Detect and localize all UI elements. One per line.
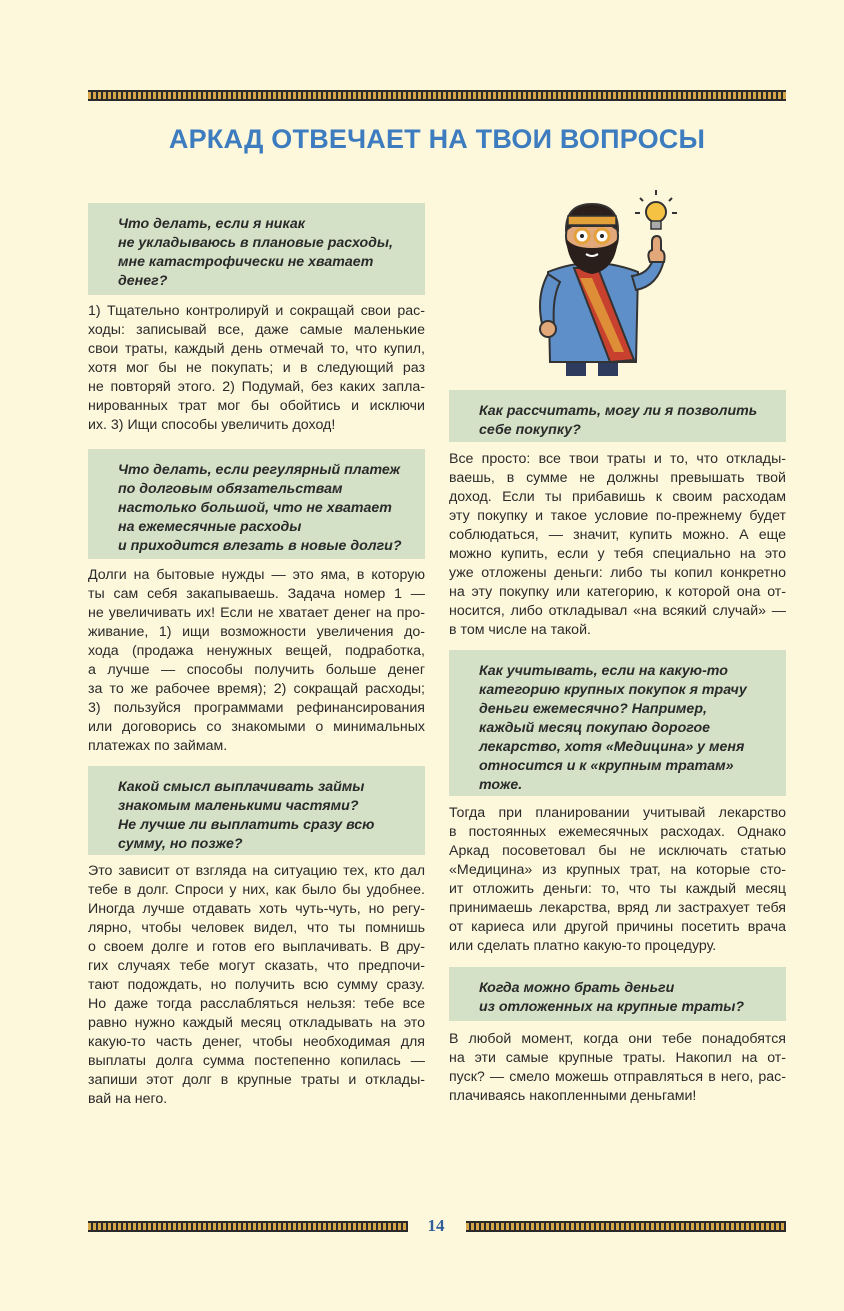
answer-line: хотя мог бы не покупать; и в следующий раз — [88, 360, 425, 376]
question-line: категорию крупных покупок я трачу — [479, 682, 747, 698]
question-box-4 — [449, 390, 786, 442]
question-line: Какой смысл выплачивать займы — [118, 779, 365, 795]
question-line: деньги ежемесячно? Например, — [479, 701, 707, 717]
answer-line: принимаешь лекарства, вряд ли застрахует тебя — [449, 900, 786, 916]
answer-line: В любой момент, когда они тебе понадобятся — [449, 1031, 786, 1047]
page-number: 14 — [427, 1216, 445, 1235]
answer-line: гих случаях тебе могут сказать, что предпочи- — [88, 958, 425, 974]
question-box-2 — [88, 449, 425, 559]
answer-paragraph-6 — [449, 1030, 786, 1106]
answer-line: за то же рабочее время); 2) сокращай расходы; — [88, 681, 425, 697]
question-line: относится и к «крупным тратам» — [479, 758, 734, 774]
answer-line: уже отложены деньги: либо ты копил конкретно — [449, 565, 786, 581]
question-box-3 — [88, 766, 425, 855]
answer-line: Это зависит от взгляда на ситуацию тех, кто дал — [88, 863, 425, 879]
answer-line: «Медицина» из крупных трат, на которые сто- — [449, 862, 786, 878]
footer-rule-right — [466, 1221, 786, 1232]
answer-line: Долги на бытовые нужды — это яма, в которую — [88, 567, 425, 583]
answer-line: Но даже тогда расслабляться нельзя: тебе все — [88, 996, 425, 1012]
answer-line: вай на него. — [88, 1091, 168, 1107]
question-line: денег? — [118, 273, 168, 289]
question-line: на ежемесячные расходы — [118, 519, 302, 535]
question-line: Не лучше ли выплатить сразу всю — [118, 817, 375, 833]
page-title: АРКАД ОТВЕЧАЕТ НА ТВОИ ВОПРОСЫ — [168, 124, 706, 154]
question-line: себе покупку? — [479, 422, 581, 438]
answer-line: в постоянных ежемесячных расходах. Однако — [449, 824, 786, 840]
question-line: Когда можно брать деньги — [479, 980, 675, 996]
answer-line: 1) Тщательно контролируй и сокращай свои рас- — [88, 303, 425, 319]
arkad-character-illustration — [536, 186, 682, 380]
question-line: Что делать, если регулярный платеж — [118, 462, 401, 478]
answer-line: лярно, чтобы человек видел, что ты помнишь — [88, 920, 425, 936]
answer-line: нированных трат мог бы обойтись и исключи — [88, 398, 425, 414]
answer-line: на эту покупку или категорию, к которой она от- — [449, 584, 786, 600]
answer-line: эту покупку и такое условие по-прежнему будет — [449, 508, 786, 524]
answer-line: плачиваясь накопленными деньгами! — [449, 1088, 697, 1104]
answer-line: ит отложить деньги: то, что ты каждый месяц — [449, 881, 786, 897]
question-line: лекарство, хотя «Медицина» у меня — [479, 739, 745, 755]
answer-line: их. 3) Ищи способы увеличить доход! — [88, 417, 336, 433]
answer-line: соблюдаться, — значит, купить можно. А еще — [449, 527, 786, 543]
footer-rule-left — [88, 1221, 408, 1232]
answer-line: тают подождать, но получить всю сумму сразу. — [88, 977, 425, 993]
answer-line: на эти самые крупные траты. Накопил на от- — [449, 1050, 786, 1066]
top-decorative-rule — [88, 90, 786, 101]
answer-line: хода (продажа ненужных вещей, подработка, — [88, 643, 425, 659]
answer-paragraph-2 — [88, 566, 425, 756]
answer-paragraph-3 — [88, 862, 425, 1109]
question-line: Как учитывать, если на какую-то — [479, 663, 728, 679]
question-line: знакомым маленькими частями? — [118, 798, 359, 814]
question-line: сумму, но позже? — [118, 836, 243, 852]
answer-line: Тогда при планировании учитывай лекарство — [449, 805, 786, 821]
answer-line: можно купить, если у тебя специально на это — [449, 546, 786, 562]
answer-line: доход. Если ты прибавишь к своим расходам — [449, 489, 786, 505]
answer-line: от кариеса или другой причины посетить врача — [449, 919, 786, 935]
question-line: из отложенных на крупные траты? — [479, 999, 745, 1015]
answer-line: Иногда лучше отдавать хоть чуть-чуть, но регу- — [88, 901, 425, 917]
question-box-5 — [449, 650, 786, 796]
answer-line: Все просто: все твои траты и то, что отклады- — [449, 451, 786, 467]
question-line: Что делать, если я никак — [118, 216, 305, 232]
question-line: и приходится влезать в новые долги? — [118, 538, 402, 554]
question-line: по долговым обязательствам — [118, 481, 343, 497]
answer-line: пуск? — смело можешь отправляться в него, рас- — [449, 1069, 786, 1085]
question-line: каждый месяц покупаю дорогое — [479, 720, 711, 736]
answer-line: тебе в долг. Спроси у них, как было бы удобнее. — [88, 882, 425, 898]
answer-line: или договорись со знакомыми о минимальных — [88, 719, 425, 735]
answer-line: живание, 1) ищи возможности увеличения до- — [88, 624, 425, 640]
answer-line: ходы: записывай все, даже самые маленькие — [88, 322, 425, 338]
question-line: мне катастрофически не хватает — [118, 254, 374, 270]
answer-line: платежах по займам. — [88, 738, 228, 754]
answer-line: или сделать платно какую-то процедуру. — [449, 938, 717, 954]
question-line: тоже. — [479, 777, 523, 793]
answer-line: носится, либо откладывал «на всякий случай» — — [449, 603, 786, 619]
answer-line: не увеличивать их! Если не хватает денег на про- — [88, 605, 425, 621]
answer-line: выплаты долга сумма постепенно копилась — — [88, 1053, 425, 1069]
answer-paragraph-4 — [449, 450, 786, 640]
answer-line: Аркад посоветовал бы не исключать статью — [449, 843, 786, 859]
question-box-1 — [88, 203, 425, 295]
answer-line: какую-то часть денег, чтобы необходимая для — [88, 1034, 425, 1050]
question-box-6 — [449, 967, 786, 1021]
answer-paragraph-1 — [88, 302, 425, 435]
lightbulb-icon — [635, 190, 677, 229]
answer-line: не повторяй этого. 2) Подумай, без каких запла- — [88, 379, 425, 395]
answer-line: о своем долге и готов его выплачивать. В дру- — [88, 939, 425, 955]
answer-line: а лучше — способы получить больше денег — [88, 662, 425, 678]
answer-line: ваешь, в сумме не должны превышать твой — [449, 470, 786, 486]
answer-line: 3) пользуйся программами рефинансирования — [88, 700, 425, 716]
question-line: настолько большой, что не хватает — [118, 500, 392, 516]
answer-line: в том числе на такой. — [449, 622, 591, 638]
answer-line: ты сам себя закапываешь. Задача номер 1 — — [88, 586, 425, 602]
answer-line: равно нужно каждый месяц откладывать на это — [88, 1015, 425, 1031]
answer-line: запиши этот долг в крупные траты и отклады- — [88, 1072, 425, 1088]
question-line: Как рассчитать, могу ли я позволить — [479, 403, 758, 419]
answer-line: свои траты, каждый день отмечай то, что купил, — [88, 341, 425, 357]
question-line: не укладываюсь в плановые расходы, — [118, 235, 393, 251]
answer-paragraph-5 — [449, 804, 786, 956]
